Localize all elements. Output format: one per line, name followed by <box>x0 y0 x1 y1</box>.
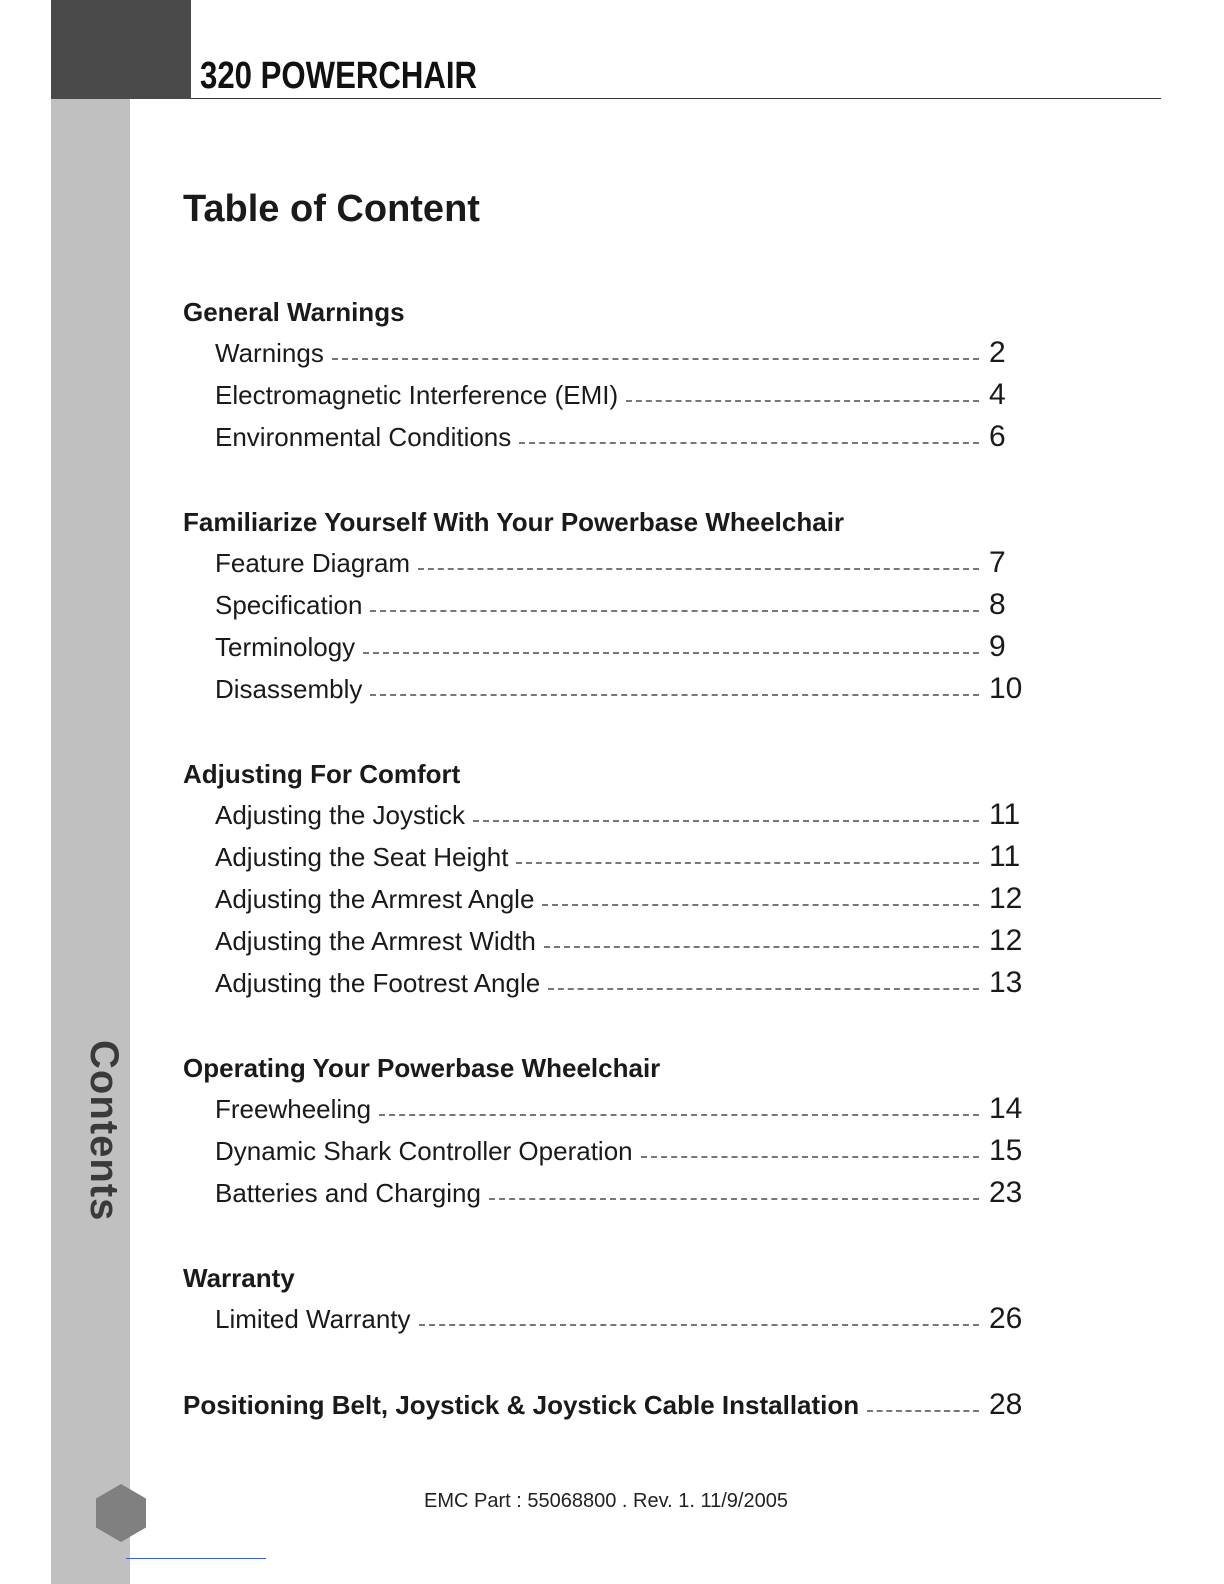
toc-entry[interactable] <box>183 1088 1033 1130</box>
sidebar-label-text: Contents <box>82 1040 126 1222</box>
toc-entry[interactable] <box>183 962 1033 1004</box>
toc-entry[interactable] <box>183 542 1033 584</box>
toc-entry[interactable] <box>183 920 1033 962</box>
toc-entry-page: 28 <box>989 1388 1023 1421</box>
toc-entry-page: 8 <box>989 588 1006 621</box>
dot-leader <box>418 568 979 570</box>
toc-entry-label: Freewheeling <box>215 1093 372 1124</box>
toc-section-adjusting <box>183 754 1033 1004</box>
toc-entry-page: 14 <box>989 1092 1023 1125</box>
toc-section-general-warnings <box>183 292 1033 458</box>
toc-entry-page: 11 <box>989 840 1021 873</box>
toc-entry-label: Adjusting the Armrest Width <box>215 925 536 956</box>
toc-entry[interactable] <box>183 584 1033 626</box>
toc-entry[interactable] <box>183 1172 1033 1214</box>
toc-entry-label: Adjusting the Joystick <box>215 799 466 830</box>
dot-leader <box>544 946 979 948</box>
section-title: Warranty <box>183 1263 295 1293</box>
toc-entry-positioning-belt[interactable] <box>183 1384 1033 1426</box>
toc-entry[interactable] <box>183 794 1033 836</box>
bottom-link-line <box>126 1558 266 1559</box>
toc-entry-page: 9 <box>989 630 1006 663</box>
toc-entry[interactable] <box>183 836 1033 878</box>
toc-entry-label: Environmental Conditions <box>215 421 512 452</box>
toc-entry-page: 10 <box>989 672 1023 705</box>
toc-entry-label: Warnings <box>215 337 324 368</box>
dot-leader <box>379 1114 979 1116</box>
toc-entry[interactable] <box>183 878 1033 920</box>
dot-leader <box>332 358 979 360</box>
toc-entry-page: 13 <box>989 966 1023 999</box>
dot-leader <box>641 1156 979 1158</box>
toc-entry[interactable] <box>183 626 1033 668</box>
dot-leader <box>370 610 979 612</box>
dot-leader <box>473 820 979 822</box>
toc-entry-page: 23 <box>989 1176 1023 1209</box>
toc-entry-label: Adjusting the Seat Height <box>215 841 509 872</box>
toc-entry-page: 11 <box>989 798 1021 831</box>
toc-entry-label: Specification <box>215 589 363 620</box>
section-title: Operating Your Powerbase Wheelchair <box>183 1053 661 1083</box>
toc-section-familiarize <box>183 502 1033 710</box>
toc-entry-page: 15 <box>989 1134 1023 1167</box>
toc-entry-label: Batteries and Charging <box>215 1177 481 1208</box>
header-rule <box>191 98 1161 99</box>
footer <box>0 1490 1224 1513</box>
dot-leader <box>363 652 979 654</box>
toc-entry-page: 4 <box>989 378 1006 411</box>
dot-leader <box>519 442 979 444</box>
toc-entry-page: 6 <box>989 420 1006 453</box>
toc-entry-label: Adjusting the Footrest Angle <box>215 967 541 998</box>
section-title: Familiarize Yourself With Your Powerbase Wheelchair <box>183 507 845 537</box>
toc-section-warranty <box>183 1258 1033 1340</box>
toc-entry-page: 7 <box>989 546 1006 579</box>
toc-entry-label: Terminology <box>215 631 356 662</box>
sidebar-label <box>77 1040 131 1222</box>
toc-entry-label: Electromagnetic Interference (EMI) <box>215 379 619 410</box>
sidebar-strip <box>51 0 130 1584</box>
section-title: Adjusting For Comfort <box>183 759 461 789</box>
page-title: Table of Content <box>183 188 480 230</box>
toc-entry[interactable] <box>183 1130 1033 1172</box>
dot-leader <box>867 1410 979 1412</box>
toc-entry-label: Dynamic Shark Controller Operation <box>215 1135 633 1166</box>
footer-text: EMC Part : 55068800 . Rev. 1. 11/9/2005 <box>424 1490 788 1512</box>
toc-entry-label: Adjusting the Armrest Angle <box>215 883 535 914</box>
section-title: Positioning Belt, Joystick & Joystick Cable Installation <box>183 1390 860 1420</box>
toc-entry-page: 12 <box>989 882 1023 915</box>
toc-entry[interactable] <box>183 1298 1033 1340</box>
toc-entry-label: Limited Warranty <box>215 1303 411 1334</box>
toc-entry[interactable] <box>183 416 1033 458</box>
dot-leader <box>516 862 979 864</box>
section-title: General Warnings <box>183 297 405 327</box>
toc-entry[interactable] <box>183 374 1033 416</box>
dot-leader <box>542 904 979 906</box>
header-block <box>51 0 191 99</box>
dot-leader <box>370 694 979 696</box>
toc-entry-page: 12 <box>989 924 1023 957</box>
toc-entry[interactable] <box>183 332 1033 374</box>
toc-entry-label: Disassembly <box>215 673 363 704</box>
toc-section-operating <box>183 1048 1033 1214</box>
toc-entry-page: 26 <box>989 1302 1023 1335</box>
dot-leader <box>626 400 979 402</box>
dot-leader <box>489 1198 979 1200</box>
toc-entry-label: Feature Diagram <box>215 547 411 578</box>
dot-leader <box>548 988 979 990</box>
toc-entry-page: 2 <box>989 336 1006 369</box>
product-title: 320 POWERCHAIR <box>200 55 478 97</box>
toc-entry[interactable] <box>183 668 1033 710</box>
dot-leader <box>419 1324 979 1326</box>
